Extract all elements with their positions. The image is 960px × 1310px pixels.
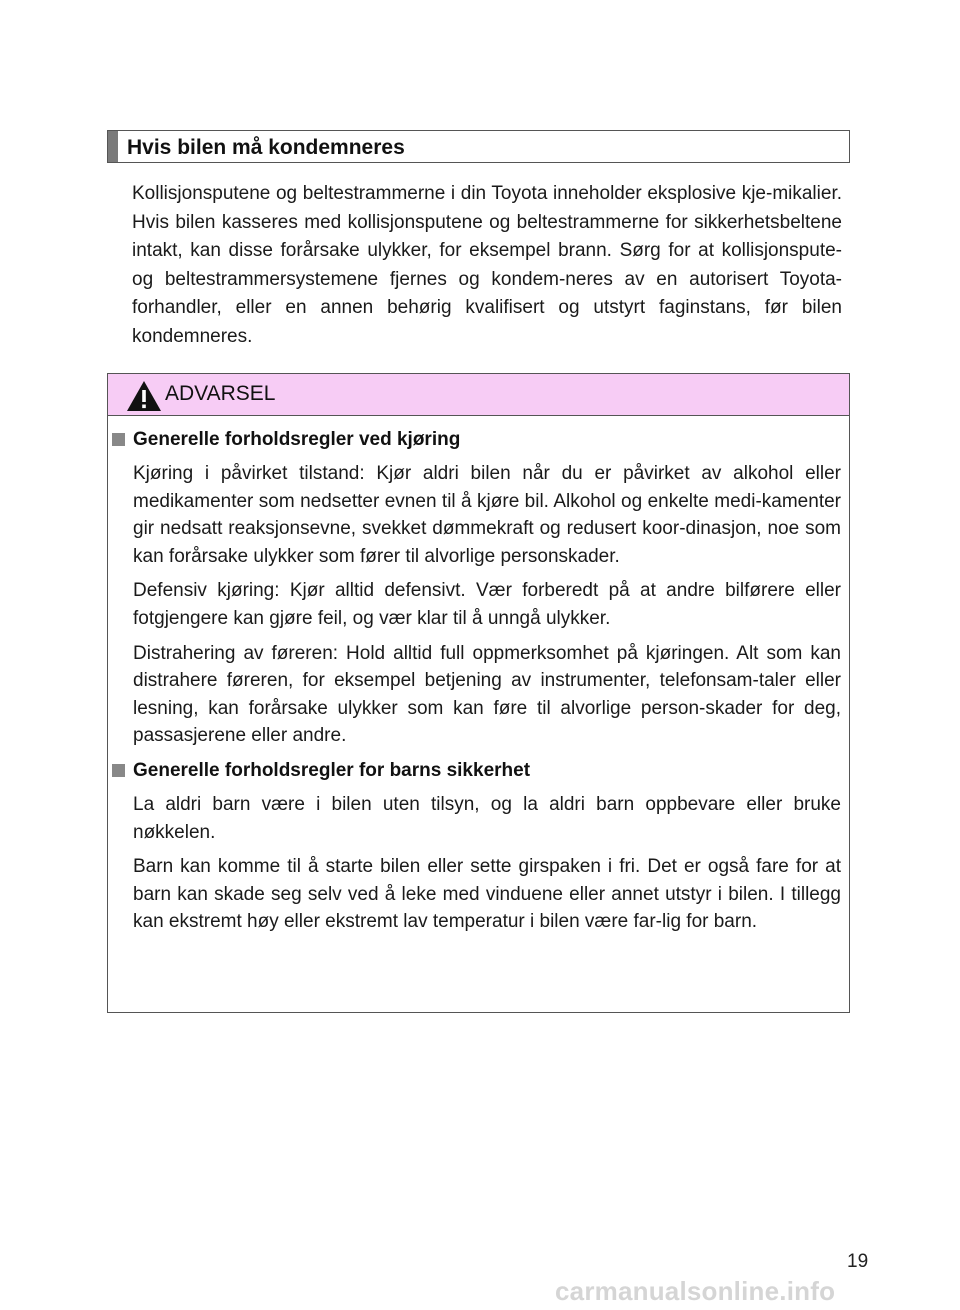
section-header-bar — [108, 131, 118, 162]
bullet-square-icon — [112, 433, 125, 446]
warning-subheading — [112, 757, 841, 785]
warning-paragraph: Barn kan komme til å starte bilen eller sette girspaken i fri. Det er også fare for at barn kan skade seg selv ved å leke med vinduene eller annet utstyr i bilen. I tillegg kan ekstremt høy eller ekstremt lav temperatur i bilen være far-lig for barn. — [133, 856, 841, 933]
warning-paragraph: Kjøring i påvirket tilstand: Kjør aldri bilen når du er påvirket av alkohol eller medikamenter som nedsetter evnen til å kjøre bil. Alkohol og enkelte medi-kamenter gir nedsatt reaksjonsevne, svekket dømmekraft og redusert koor-dinasjon, noe som kan forårsake ulykker som fører til alvorlige personskader. — [133, 463, 841, 567]
warning-triangle-icon — [126, 380, 162, 412]
warning-box — [107, 373, 850, 1013]
warning-paragraph: La aldri barn være i bilen uten tilsyn, og la aldri barn oppbevare eller bruke nøkkelen. — [133, 793, 841, 843]
watermark: carmanualsonline.info — [555, 1276, 836, 1306]
section-body — [132, 180, 842, 351]
warning-header — [108, 374, 849, 416]
warning-subheading-text: Generelle forholdsregler ved kjøring — [133, 429, 461, 450]
warning-paragraph: Distrahering av føreren: Hold alltid full oppmerksomhet på kjøringen. Alt som kan distrahere føreren, for eksempel betjening av instrumenter, telefonsam-taler eller lesning, kan forårsake ulykker som kan føre til alvorlige person-skader for deg, passasjerene eller andre. — [133, 642, 841, 747]
warning-content — [112, 426, 841, 943]
section-header — [107, 130, 850, 163]
warning-paragraph: Defensiv kjøring: Kjør alltid defensivt. Vær forberedt på at andre bilførere eller fotgjengere kan gjøre feil, og vær klar til å unngå ulykker. — [133, 580, 841, 629]
warning-label: ADVARSEL — [165, 382, 276, 405]
page-number: 19 — [847, 1251, 869, 1272]
section-title: Hvis bilen må kondemneres — [127, 136, 405, 159]
section-body-text: Kollisjonsputene og beltestrammerne i din Toyota inneholder eksplosive kje-mikalier. Hvis bilen kasseres med kollisjonsputene og beltestrammerne for sikkerhetsbeltene intakt, kan disse forårsake ulykker, for eksempel brann. Sørg for at kollisjonspute- og beltestrammersystemene fjernes og kondem-neres av en autorisert Toyota-forhandler, eller en annen behørig kvalifisert og utstyrt faginstans, før bilen kondemneres. — [132, 183, 842, 347]
warning-subheading — [112, 426, 841, 454]
warning-subheading-text: Generelle forholdsregler for barns sikkerhet — [133, 759, 531, 781]
bullet-square-icon — [112, 764, 125, 777]
